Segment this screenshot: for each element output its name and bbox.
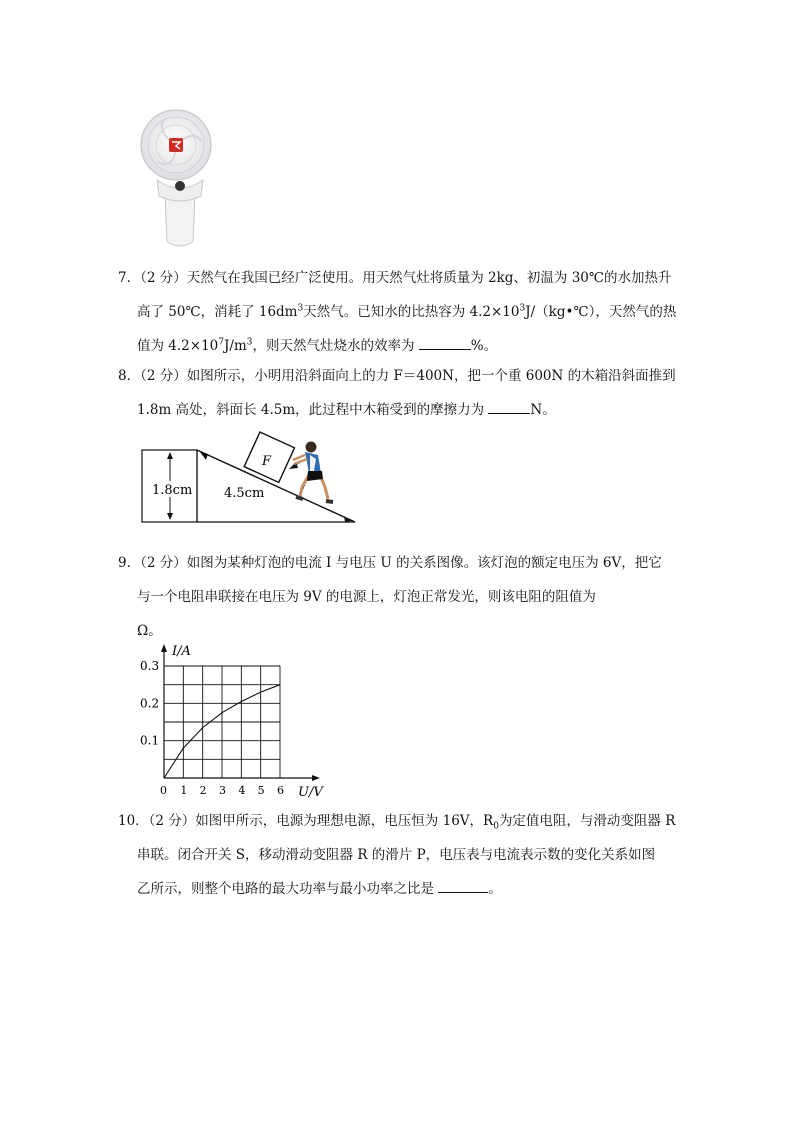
- x-tick-label: 0: [160, 784, 167, 797]
- x-tick-label: 1: [180, 784, 188, 797]
- iu-chart: [138, 640, 338, 800]
- question-9-line-2: 与一个电阻串联接在电压为 9V 的电源上，灯泡正常发光，则该电阻的阻值为: [137, 589, 596, 605]
- answer-blank[interactable]: [488, 399, 530, 414]
- x-tick-label: 3: [219, 784, 226, 797]
- answer-blank[interactable]: [438, 878, 488, 893]
- x-axis-arrow: [312, 775, 320, 781]
- question-8-line-2: 1.8m 高处，斜面长 4.5m，此过程中木箱受到的摩擦力为 N。: [118, 393, 678, 427]
- question-8: [118, 359, 678, 427]
- y-axis-arrow: [161, 644, 167, 652]
- y-tick-label: 0.2: [140, 696, 160, 711]
- force-label: F: [262, 454, 272, 469]
- height-label: 1.8cm: [152, 483, 193, 498]
- question-7-line-3: 值为 $4.2\times 10^7J/m^3$，则天然气灶烧水的效率为 %。: [118, 329, 678, 363]
- y-tick-label: 0.1: [140, 733, 160, 748]
- question-8-line-1: 8．（2 分）如图所示，小明用沿斜面向上的力 F＝400N，把一个重 600N 的木箱沿斜面推到: [118, 368, 676, 384]
- answer-blank[interactable]: [419, 335, 471, 350]
- question-9-line-1: 9．（2 分）如图为某种灯泡的电流 I 与电压 U 的关系图像。该灯泡的额定电压为 6V，把它: [118, 555, 662, 571]
- y-tick-label: 0.3: [140, 659, 160, 673]
- question-10-line-1: 10．（2 分）如图甲所示，电源为理想电源，电压恒为 16V，$R_0$为定值电阻，与滑动变阻器 R: [118, 813, 676, 832]
- x-tick-label: 4: [238, 784, 246, 797]
- question-10-line-3: 乙所示，则整个电路的最大功率与最小功率之比是 。: [118, 872, 678, 906]
- fan-image: [135, 100, 225, 255]
- question-7-line-2: 高了 50℃，消耗了 $16dm^3$天然气。已知水的比热容为 $4.2\times 10^3J/(kg•℃)$，天然气的热: [137, 303, 677, 320]
- x-tick-label: 5: [257, 784, 265, 797]
- x-tick-label: 2: [199, 784, 207, 797]
- question-9: [118, 546, 678, 648]
- question-10: [118, 804, 678, 906]
- question-9-line-3: Ω。: [137, 623, 162, 639]
- question-7-line-1: 7．（2 分）天然气在我国已经广泛使用。用天然气灶将质量为 2kg、初温为 30℃的水加热升: [118, 270, 672, 286]
- person: [293, 442, 333, 503]
- incline-figure: [140, 425, 370, 530]
- question-10-line-2: 串联。闭合开关 S，移动滑动变阻器 R 的滑片 P，电压表与电流表示数的变化关系如图: [137, 847, 656, 863]
- question-7: [118, 261, 678, 363]
- length-label: 4.5cm: [224, 486, 265, 501]
- x-tick-label: 6: [277, 784, 284, 797]
- y-axis-label: I/A: [172, 644, 191, 659]
- x-axis-label: U/V: [298, 785, 323, 800]
